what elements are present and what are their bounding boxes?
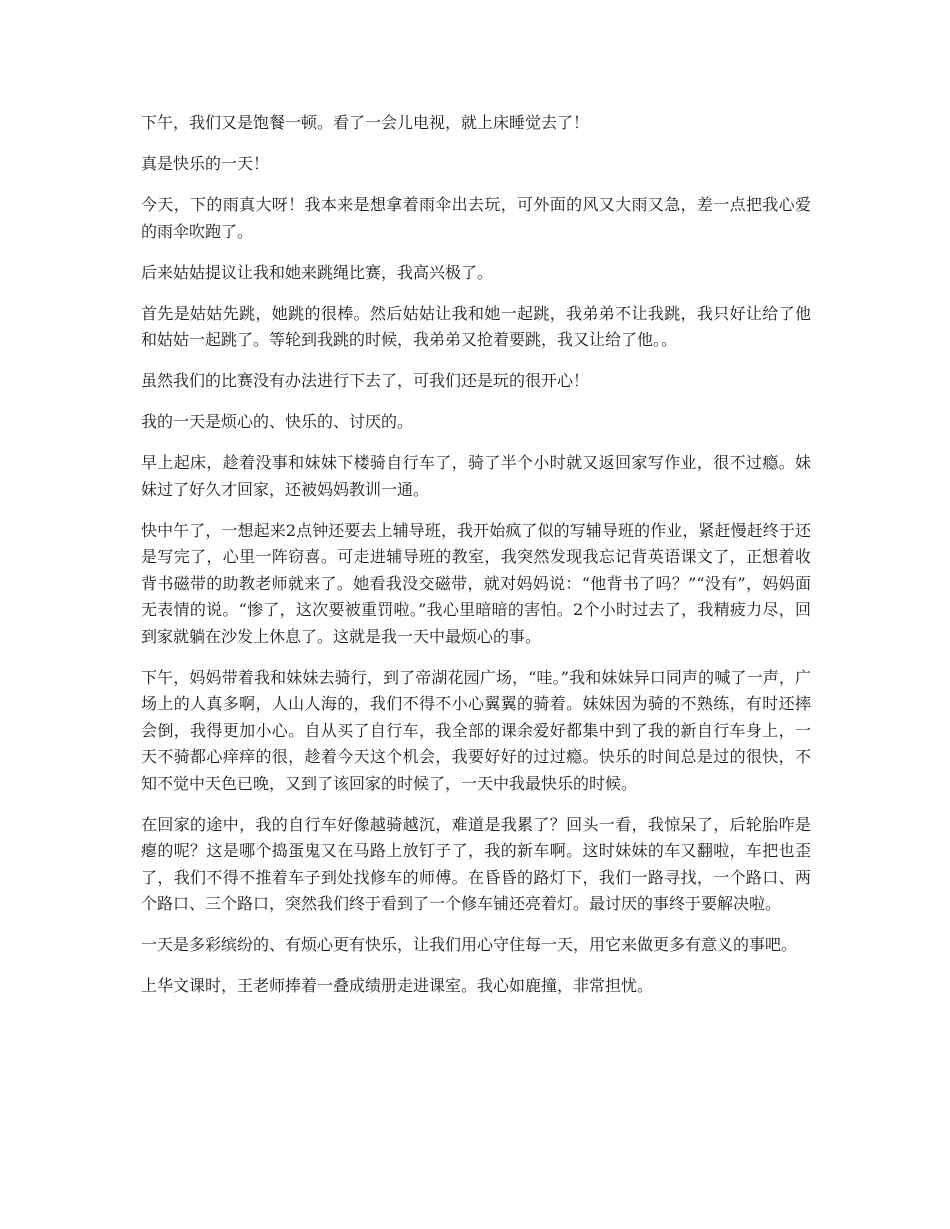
paragraph: 真是快乐的一天！ [141, 154, 270, 173]
paragraph: 上华文课时，王老师捧着一叠成绩册走进课室。我心如鹿撞，非常担忧。 [141, 976, 654, 995]
paragraph: 下午，妈妈带着我和妹妹去骑行，到了帝湖花园广场，“哇。”我和妹妹异口同声的喊了一声，广场上的人真多啊，人山人海的，我们不得不小心翼翼的骑着。妹妹因为骑的不熟练，有时还摔会倒，我得更加小心。自从买了自行车，我全部的课余爱好都集中到了我的新自行车身上，一天不骑都心痒痒的很，趁着今天这个机会，我要好好的过过瘾。快乐的时间总是过的很快，不知不觉中天色已晚，又到了该回家的时候了，一天中我最快乐的时候。 [141, 667, 811, 793]
paragraph: 首先是姑姑先跳，她跳的很棒。然后姑姑让我和她一起跳，我弟弟不让我跳，我只好让给了他和姑姑一起跳了。等轮到我跳的时候，我弟弟又抢着要跳，我又让给了他。。 [141, 303, 811, 349]
paragraph: 虽然我们的比赛没有办法进行下去了，可我们还是玩的很开心！ [141, 371, 590, 390]
paragraph: 一天是多彩缤纷的、有烦心更有快乐，让我们用心守住每一天，用它来做更多有意义的事吧。 [141, 935, 798, 954]
paragraph: 早上起床，趁着没事和妹妹下楼骑自行车了，骑了半个小时就又返回家写作业，很不过瘾。妹妹过了好久才回家，还被妈妈教训一通。 [141, 453, 811, 499]
paragraph: 在回家的途中，我的自行车好像越骑越沉，难道是我累了？回头一看，我惊呆了，后轮胎咋是瘪的呢？这是哪个捣蛋鬼又在马路上放钉子了，我的新车啊。这时妹妹的车又翻啦，车把也歪了，我们不得不推着车子到处找修车的师傅。在昏昏的路灯下，我们一路寻找，一个路口、两个路口、三个路口，突然我们终于看到了一个修车铺还亮着灯。最讨厌的事终于要解决啦。 [141, 814, 811, 913]
paragraph: 我的一天是烦心的、快乐的、讨厌的。 [141, 412, 414, 431]
paragraph: 快中午了，一想起来2点钟还要去上辅导班，我开始疯了似的写辅导班的作业，紧赶慢赶终于还是写完了，心里一阵窃喜。可走进辅导班的教室，我突然发现我忘记背英语课文了，正想着收背书磁带的助教老师就来了。她看我没交磁带，就对妈妈说：“他背书了吗？”“没有”，妈妈面无表情的说。“惨了，这次要被重罚啦。”我心里暗暗的害怕。2个小时过去了，我精疲力尽，回到家就躺在沙发上休息了。这就是我一天中最烦心的事。 [141, 520, 811, 646]
document-body [141, 110, 811, 1014]
paragraph: 今天，下的雨真大呀！我本来是想拿着雨伞出去玩，可外面的风又大雨又急，差一点把我心爱的雨伞吹跑了。 [141, 195, 811, 241]
paragraph: 后来姑姑提议让我和她来跳绳比赛，我高兴极了。 [141, 262, 494, 282]
paragraph: 下午，我们又是饱餐一顿。看了一会儿电视，就上床睡觉去了！ [141, 113, 590, 132]
